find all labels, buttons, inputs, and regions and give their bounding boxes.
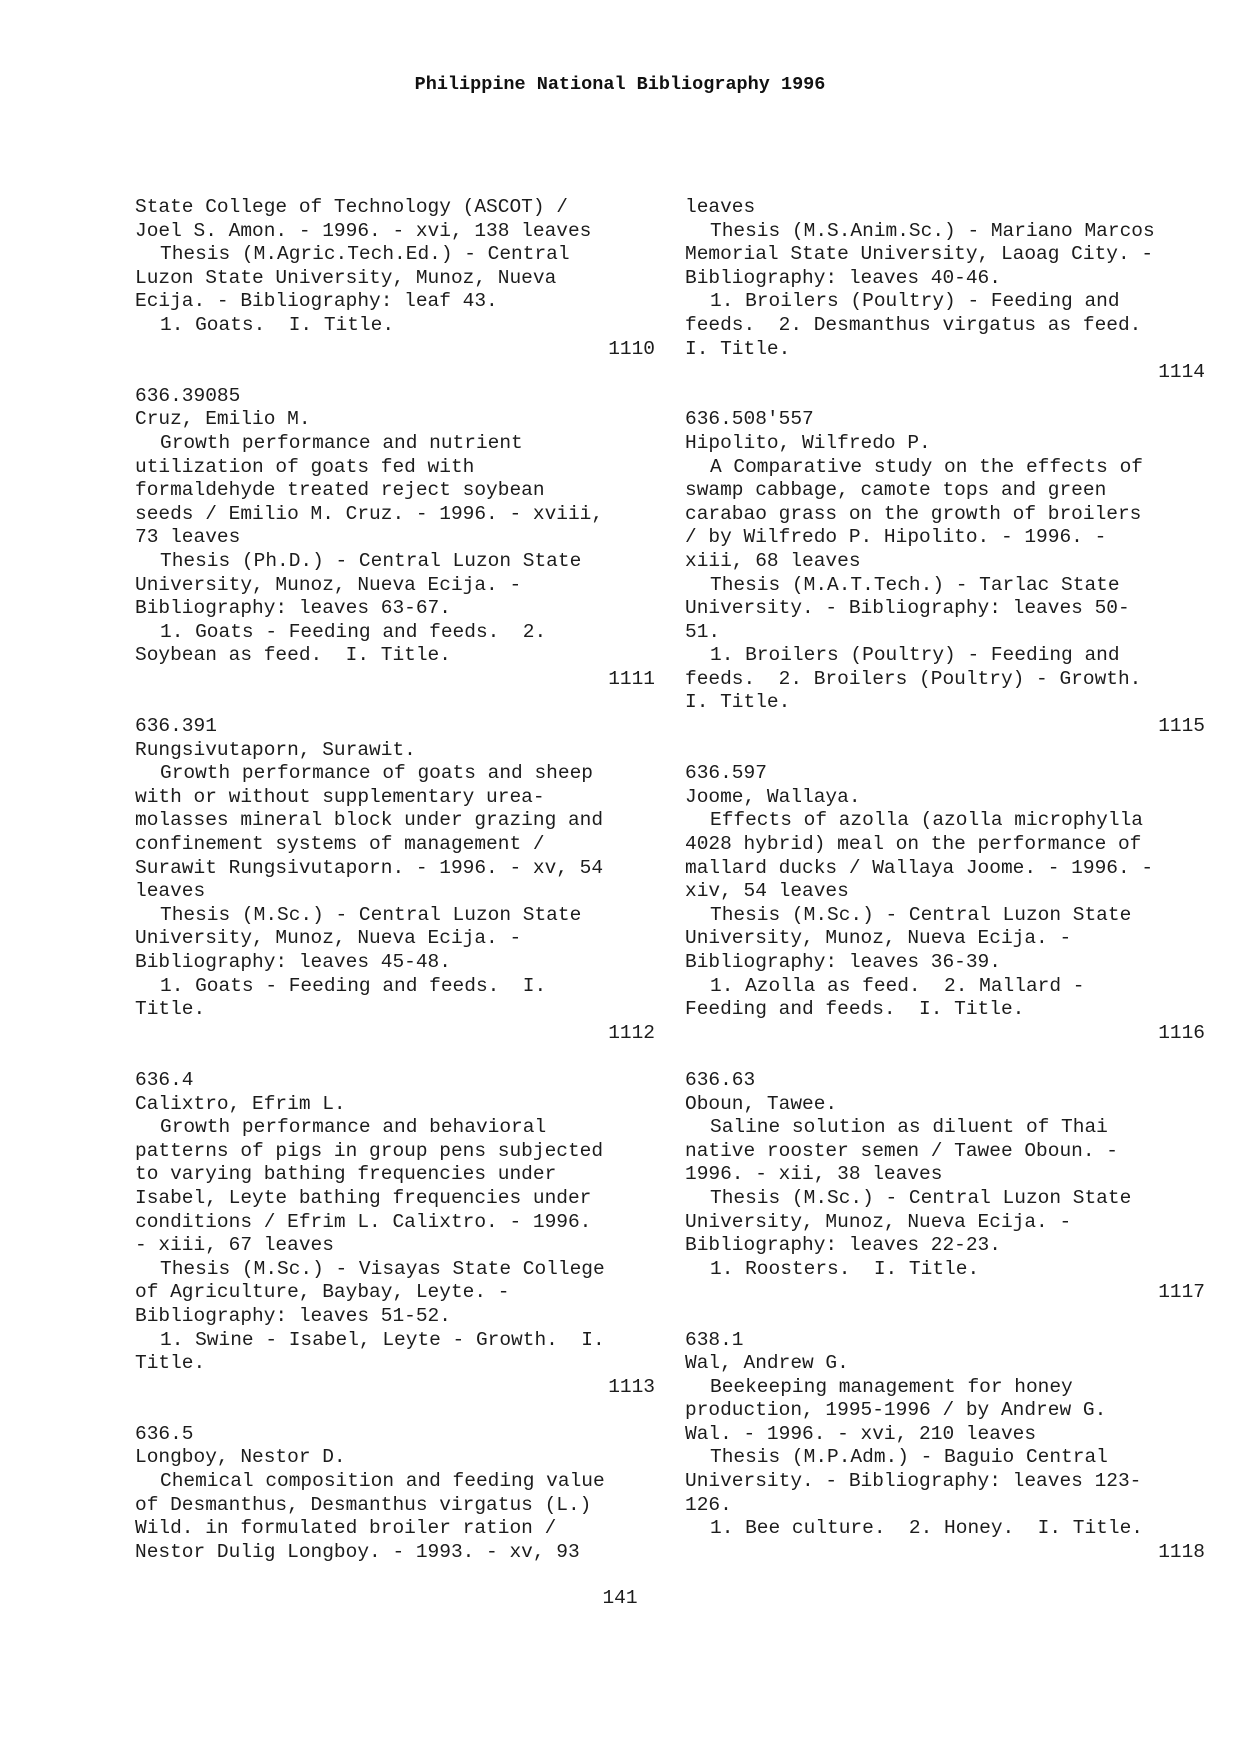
entry-line: I. Title. [685,337,791,360]
entry-line: Calixtro, Efrim L. [135,1092,346,1115]
entry-line: Growth performance and nutrient [160,431,523,454]
entry-line: 126. [685,1493,732,1516]
entry-line: A Comparative study on the effects of [710,455,1143,478]
entry-line: 638.1 [685,1328,744,1351]
entry-line: University, Munoz, Nueva Ecija. - [135,573,522,596]
entry-line: State College of Technology (ASCOT) / [135,196,568,218]
entry-line: Joome, Wallaya. [685,785,861,808]
entry-line: 4028 hybrid) meal on the performance of [685,833,1142,856]
entry-line: Thesis (Ph.D.) - Central Luzon State [160,549,582,572]
entry-line: conditions / Efrim L. Calixtro. - 1996. [135,1210,592,1233]
entry-line: feeds. 2. Desmanthus virgatus as feed. [685,313,1142,336]
entry-line: Thesis (M.Sc.) - Central Luzon State [710,1186,1132,1209]
entry-line: Joel S. Amon. - 1996. - xvi, 138 leaves [135,219,592,242]
entry-line: 1. Goats. I. Title. [160,313,395,336]
entry-line: Growth performance of goats and sheep [160,762,593,785]
entry-line: Wal, Andrew G. [685,1352,849,1375]
entry-number: 1118 [1158,1540,1205,1563]
entry-line: Bibliography: leaves 51-52. [135,1304,451,1327]
entry-line: Bibliography: leaves 40-46. [685,266,1001,289]
entry-line: 1. Bee culture. 2. Honey. I. Title. [710,1517,1143,1540]
entry-line: Ecija. - Bibliography: leaf 43. [135,290,498,313]
entry-line: Saline solution as diluent of Thai [710,1116,1108,1139]
entry-line: Bibliography: leaves 45-48. [135,951,451,973]
page-number: 141 [602,1587,638,1609]
entry-line: Wild. in formulated broiler ration / [135,1517,557,1540]
entry-line: Thesis (M.A.T.Tech.) - Tarlac State [710,573,1120,596]
entry-line: of Agriculture, Baybay, Leyte. - [135,1281,510,1304]
entry-line: Chemical composition and feeding value [160,1470,605,1493]
entry-line: Isabel, Leyte bathing frequencies under [135,1186,592,1209]
entry-line: seeds / Emilio M. Cruz. - 1996. - xviii, [135,502,604,525]
entry-line: 636.39085 [135,384,241,407]
entry-gap [685,1045,1205,1069]
entry-gap [135,1399,655,1423]
entry-line: Longboy, Nestor D. [135,1446,346,1469]
entry-line: Memorial State University, Laoag City. - [685,243,1154,266]
entry-line: Thesis (M.S.Anim.Sc.) - Mariano Marcos [710,219,1155,242]
entry-gap [685,739,1205,763]
entry-number: 1110 [608,337,655,360]
entry-number: 1112 [608,1021,655,1044]
entry-line: swamp cabbage, camote tops and green [685,479,1107,502]
entry-line: Title. [135,1352,206,1375]
entry-line: 1996. - xii, 38 leaves [685,1163,943,1186]
entry-line: Hipolito, Wilfredo P. [685,431,931,454]
entry-line: 73 leaves [135,526,241,549]
entry-line: molasses mineral block under grazing and [135,809,604,832]
entry-line: Bibliography: leaves 36-39. [685,951,1001,973]
entry-line: Thesis (M.Sc.) - Central Luzon State [710,903,1132,926]
entry-line: utilization of goats fed with [135,455,475,478]
entry-line: formaldehyde treated reject soybean [135,479,545,502]
entry-line: Soybean as feed. I. Title. [135,644,451,667]
entry-number: 1113 [608,1375,655,1398]
entry-line: 1. Roosters. I. Title. [710,1257,980,1280]
entry-line: - xiii, 67 leaves [135,1234,334,1257]
entry-number: 1116 [1158,1021,1205,1044]
entry-line: mallard ducks / Wallaya Joome. - 1996. - [685,856,1154,879]
entry-line: production, 1995-1996 / by Andrew G. [685,1399,1107,1422]
entry-line: with or without supplementary urea- [135,785,545,808]
entry-line: Nestor Dulig Longboy. - 1993. - xv, 93 [135,1540,580,1563]
entry-line: Thesis (M.P.Adm.) - Baguio Central [710,1446,1108,1469]
entry-line: University, Munoz, Nueva Ecija. - [135,927,522,950]
entry-line: 636.63 [685,1068,756,1091]
entry-number: 1115 [1158,715,1205,738]
entry-line: Feeding and feeds. I. Title. [685,998,1025,1021]
entry-line: University, Munoz, Nueva Ecija. - [685,927,1072,950]
entry-line: leaves [135,880,206,903]
entry-line: Effects of azolla (azolla microphylla [710,809,1143,832]
entry-line: 1. Broilers (Poultry) - Feeding and [710,290,1120,313]
entry-gap [135,691,655,715]
entry-number: 1117 [1158,1281,1205,1304]
entry-number: 1111 [608,667,655,690]
entry-line: 1. Goats - Feeding and feeds. 2. [160,620,547,643]
entry-line: Oboun, Tawee. [685,1092,838,1115]
entry-line: 51. [685,620,721,643]
entry-line: University, Munoz, Nueva Ecija. - [685,1210,1072,1233]
entry-line: Wal. - 1996. - xvi, 210 leaves [685,1422,1037,1445]
entry-line: 636.597 [685,762,767,785]
entry-line: 636.4 [135,1068,194,1091]
entry-line: Thesis (M.Sc.) - Visayas State College [160,1257,605,1280]
entry-line: Bibliography: leaves 22-23. [685,1234,1001,1257]
entry-line: Cruz, Emilio M. [135,408,311,431]
entry-line: 636.508'557 [685,408,814,431]
entry-line: Luzon State University, Munoz, Nueva [135,266,557,289]
entry-number: 1114 [1158,361,1205,384]
entry-line: 1. Swine - Isabel, Leyte - Growth. I. [160,1328,605,1351]
entry-line: confinement systems of management / [135,833,545,856]
entry-line: Thesis (M.Agric.Tech.Ed.) - Central [160,243,570,266]
entry-line: / by Wilfredo P. Hipolito. - 1996. - [685,526,1107,549]
entry-line: carabao grass on the growth of broilers [685,502,1142,525]
entry-line: xiii, 68 leaves [685,549,861,572]
entry-line: 1. Broilers (Poultry) - Feeding and [710,644,1120,667]
entry-line: 1. Goats - Feeding and feeds. I. [160,974,547,997]
entry-line: of Desmanthus, Desmanthus virgatus (L.) [135,1493,592,1516]
entry-line: 1. Azolla as feed. 2. Mallard - [710,974,1085,997]
entry-gap [135,1045,655,1069]
entry-line: Growth performance and behavioral [160,1116,547,1139]
entry-gap [685,1305,1205,1329]
left-column [135,196,655,1564]
entry-line: feeds. 2. Broilers (Poultry) - Growth. [685,667,1142,690]
entry-line: University. - Bibliography: leaves 123- [685,1470,1142,1493]
entry-line: native rooster semen / Tawee Oboun. - [685,1139,1118,1162]
entry-gap [135,361,655,385]
entry-line: 636.391 [135,715,217,738]
entry-line: leaves [685,196,756,218]
entry-line: Title. [135,998,206,1021]
entry-line: 636.5 [135,1422,194,1445]
entry-gap [685,385,1205,409]
entry-line: Beekeeping management for honey [710,1375,1073,1398]
entry-line: Rungsivutaporn, Surawit. [135,738,416,761]
entry-line: patterns of pigs in group pens subjected [135,1139,604,1162]
right-column [685,196,1205,1564]
entry-line: I. Title. [685,691,791,714]
entry-line: xiv, 54 leaves [685,880,849,903]
entry-line: University. - Bibliography: leaves 50- [685,597,1130,620]
entry-line: Bibliography: leaves 63-67. [135,597,451,620]
entry-line: Surawit Rungsivutaporn. - 1996. - xv, 54 [135,856,604,879]
entry-line: Thesis (M.Sc.) - Central Luzon State [160,903,582,926]
entry-line: to varying bathing frequencies under [135,1163,557,1186]
page-title: Philippine National Bibliography 1996 [414,74,826,95]
